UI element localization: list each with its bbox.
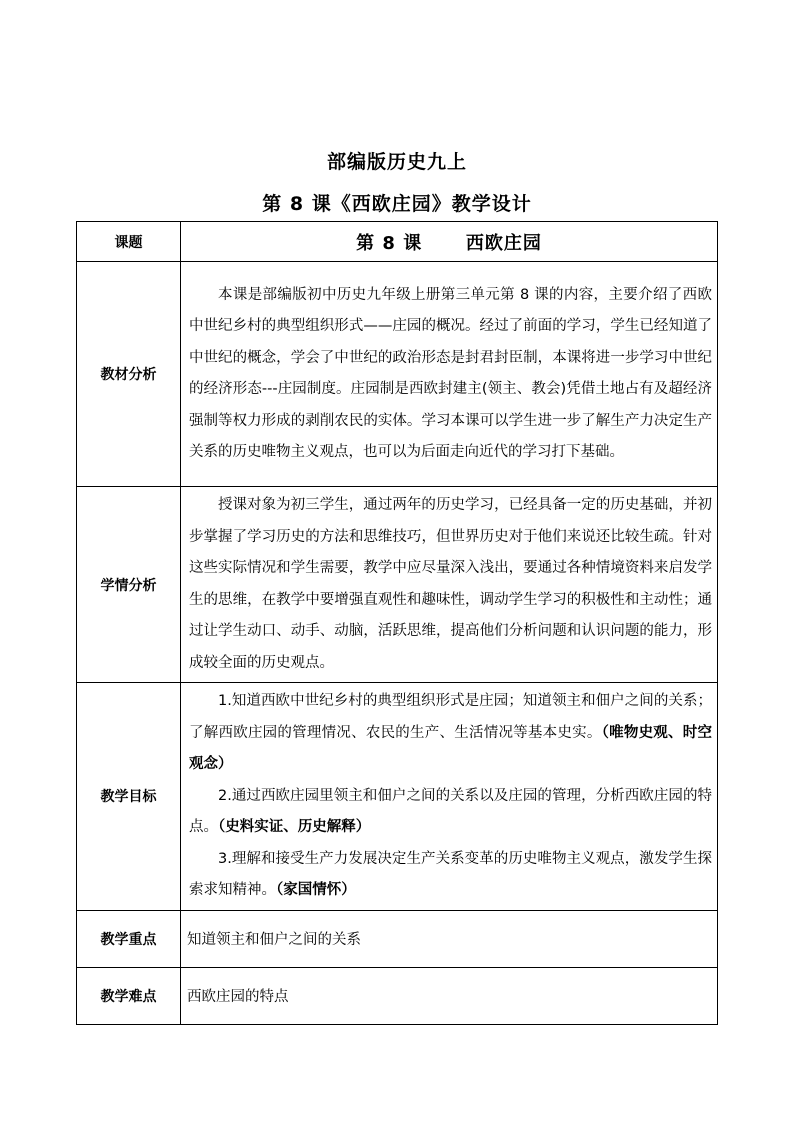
document-subtitle: 第 8 课《西欧庄园》教学设计 <box>262 193 532 215</box>
objectives-label: 教学目标 <box>77 683 181 911</box>
table-row-objectives <box>77 683 718 911</box>
objective-text: 1.知道西欧中世纪乡村的典型组织形式是庄园；知道领主和佃户之间的关系；了解西欧庄园的管理情况、农民的生产、生活情况等基本史实。 <box>189 693 712 741</box>
student-analysis-text: 授课对象为初三学生，通过两年的历史学习，已经具备一定的历史基础，并初步掌握了学习历史的方法和思维技巧，但世界历史对于他们来说还比较生疏。针对这些实际情况和学生需要，教学中应尽量深入浅出，要通过各种情境资料来启发学生的思维，在教学中要增强直观性和趣味性，调动学生学习的积极性和主动性；通过让学生动口、动手、动脑，活跃思维，提高他们分析问题和认识问题的能力，形成较全面的历史观点。 <box>189 497 712 671</box>
objective-item <box>189 686 712 781</box>
objective-text: 3.理解和接受生产力发展决定生产关系变革的历史唯物主义观点，激发学生探索求知精神。 <box>189 850 712 898</box>
objective-text: 2.通过西欧庄园里领主和佃户之间的关系以及庄园的管理，分析西欧庄园的特点。 <box>189 787 712 835</box>
student-analysis-label: 学情分析 <box>77 487 181 683</box>
table-row-textbook <box>77 262 718 487</box>
objective-item <box>189 781 712 844</box>
difficulty-label: 教学难点 <box>77 967 181 1024</box>
table-row-topic <box>77 222 718 262</box>
objective-literacy: （史料实证、历史解释） <box>218 819 371 835</box>
key-point-label: 教学重点 <box>77 910 181 967</box>
objective-literacy: （唯物史观、时空观念） <box>189 724 713 772</box>
objective-item <box>189 844 712 907</box>
objective-literacy: （家国情怀） <box>276 882 356 898</box>
table-row-difficulty <box>77 967 718 1024</box>
document-title: 部编版历史九上 <box>326 151 467 173</box>
textbook-analysis-text: 本课是部编版初中历史九年级上册第三单元第 8 课的内容，主要介绍了西欧中世纪乡村的典型组织形式——庄园的概况。经过了前面的学习，学生已经知道了中世纪的概念，学会了中世纪的政治形态是封君封臣制，本课将进一步学习中世纪的经济形态---庄园制度。庄园制是西欧封建主(领主、教会)凭借土地占有及超经济强制等权力形成的剥削农民的实体。学习本课可以学生进一步了解生产力决定生产关系的历史唯物主义观点，也可以为后面走向近代的学习打下基础。 <box>189 286 712 460</box>
table-row-key-point <box>77 910 718 967</box>
lesson-plan-table <box>76 221 718 1025</box>
key-point-text: 知道领主和佃户之间的关系 <box>181 910 718 967</box>
topic-label: 课题 <box>77 222 181 262</box>
topic-value: 第 8 课 西欧庄园 <box>181 222 718 262</box>
table-row-students <box>77 487 718 683</box>
difficulty-text: 西欧庄园的特点 <box>181 967 718 1024</box>
textbook-analysis-label: 教材分析 <box>77 262 181 487</box>
